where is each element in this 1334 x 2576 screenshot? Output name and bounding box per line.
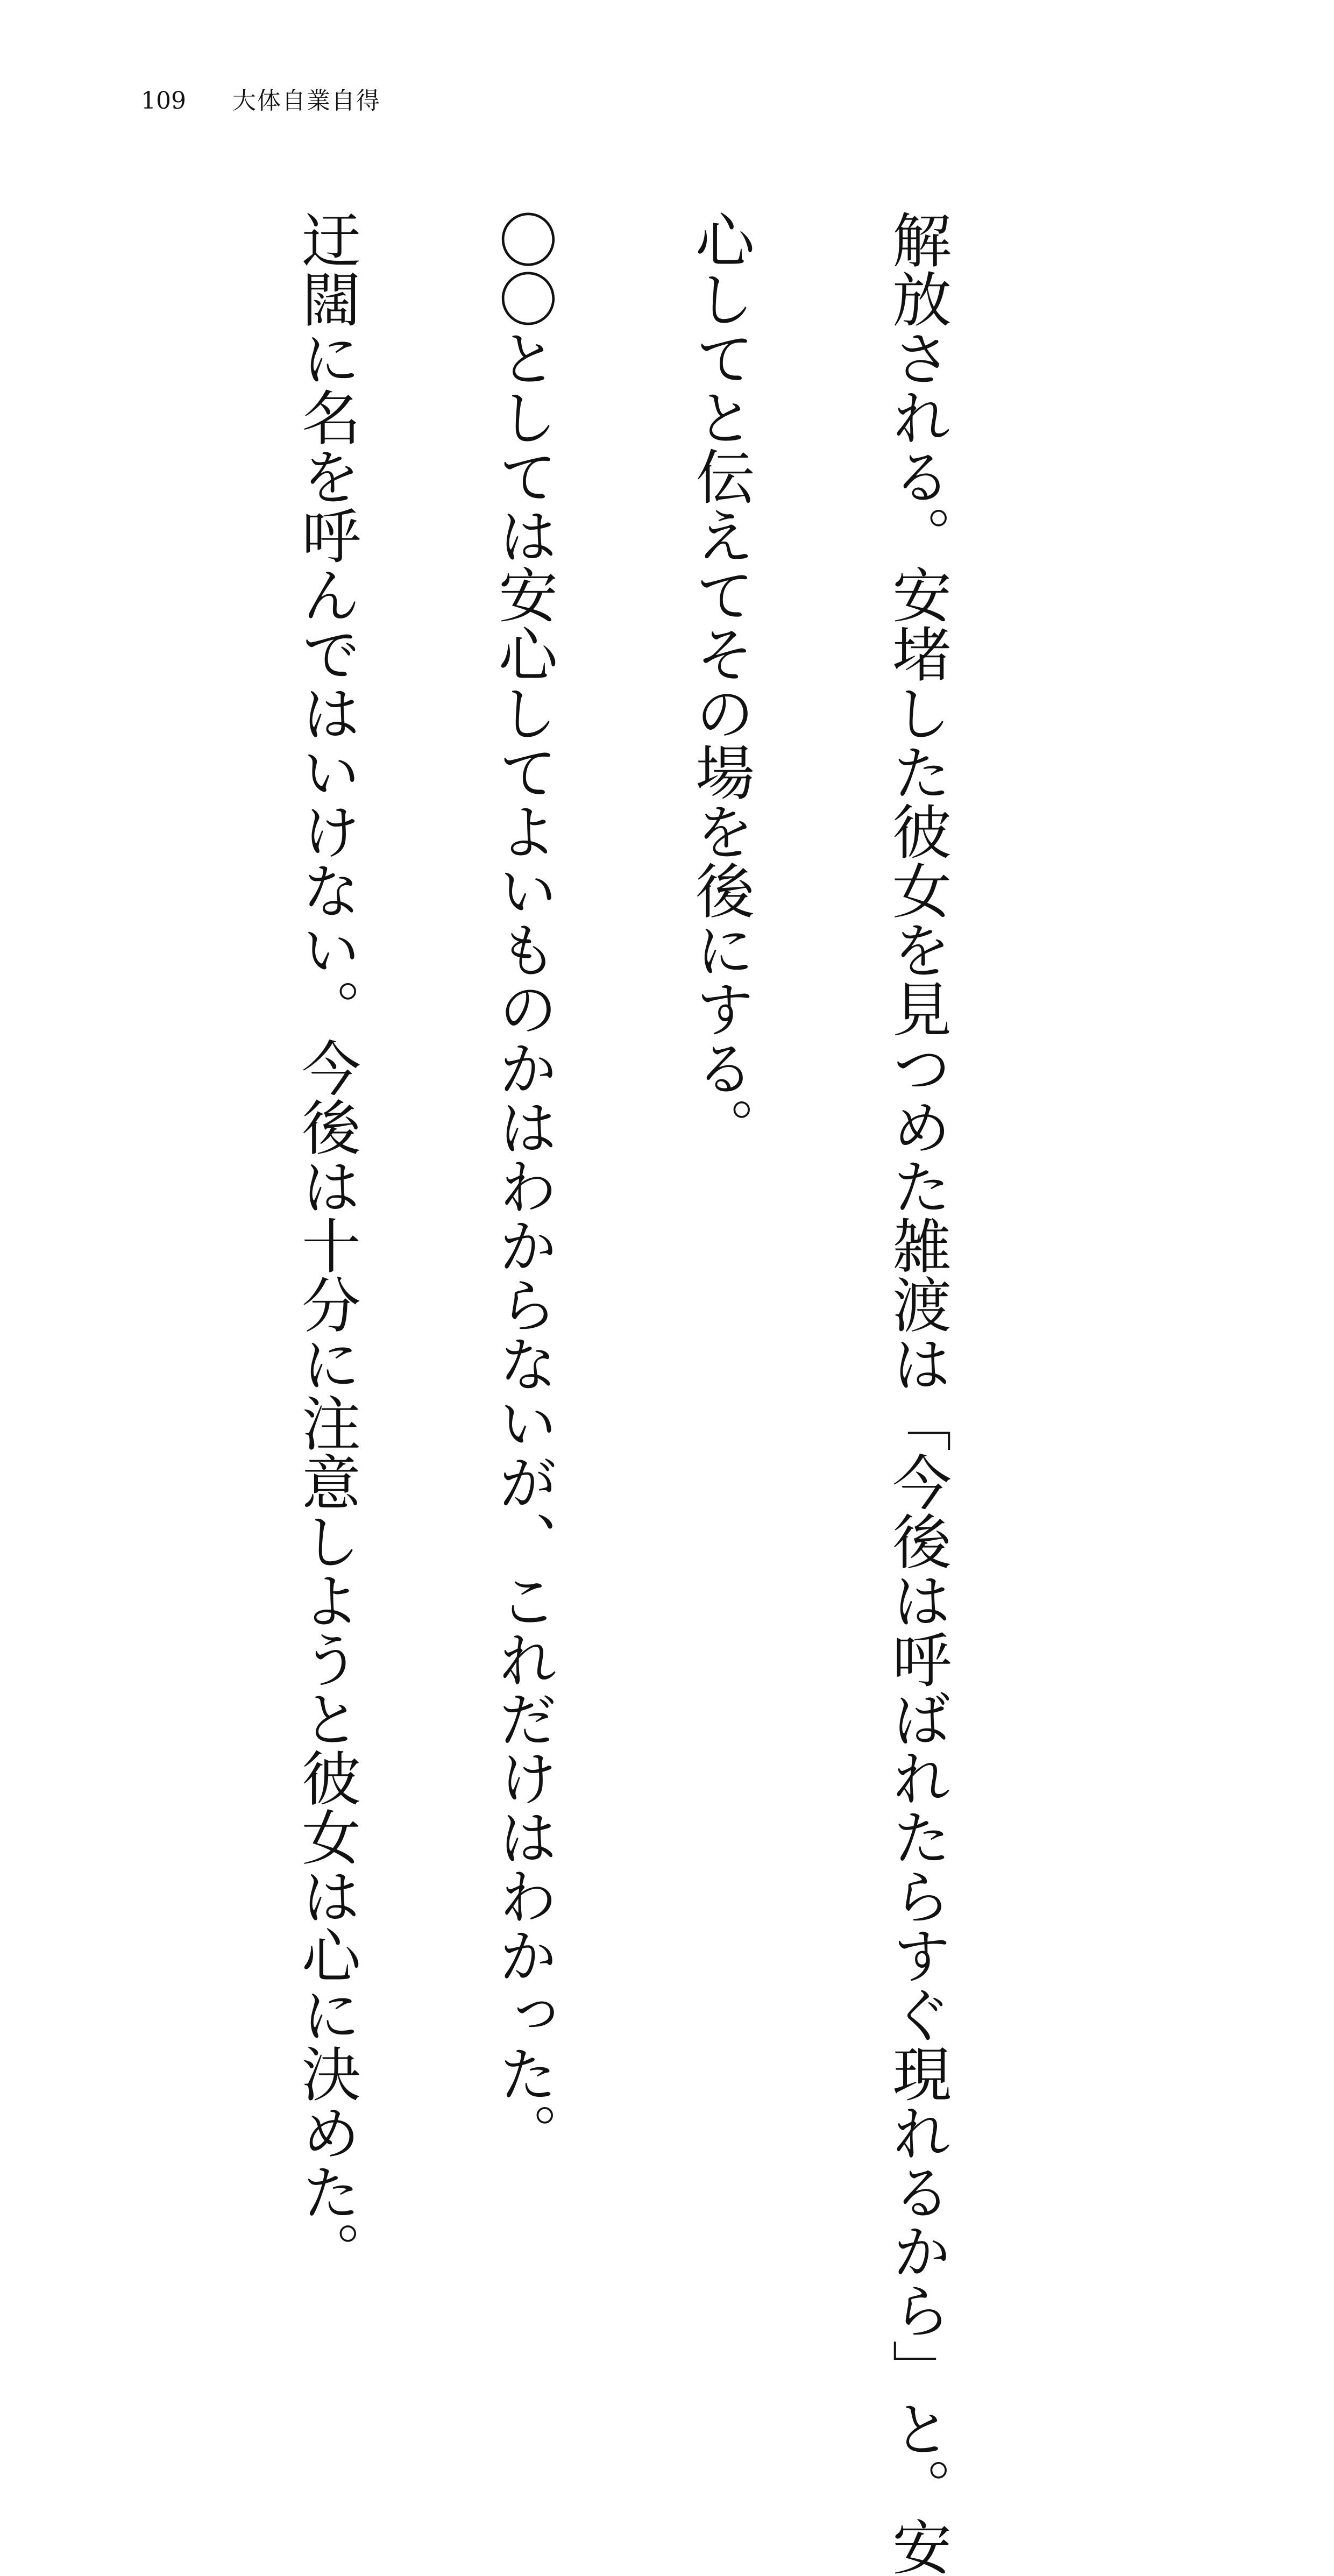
paragraph-gap xyxy=(103,210,162,1796)
page-number: 109 xyxy=(141,87,186,115)
vertical-body-text xyxy=(0,210,1081,2576)
text-line-2: 心してと伝えてその場を後にする。 xyxy=(686,210,755,1156)
running-header xyxy=(141,85,381,117)
text-line-4: 迂闊に名を呼んではいけない。今後は十分に注意しようと彼女は心に決めた。 xyxy=(292,210,361,2280)
text-line-1: 解放される。安堵した彼女を見つめた雑渡は「今後は呼ばれたらすぐ現れるから」と。安 xyxy=(883,210,952,2576)
chapter-title: 大体自業自得 xyxy=(232,87,381,115)
text-line-3: 〇〇としては安心してよいものかはわからないが、これだけはわかった。 xyxy=(489,210,558,2162)
